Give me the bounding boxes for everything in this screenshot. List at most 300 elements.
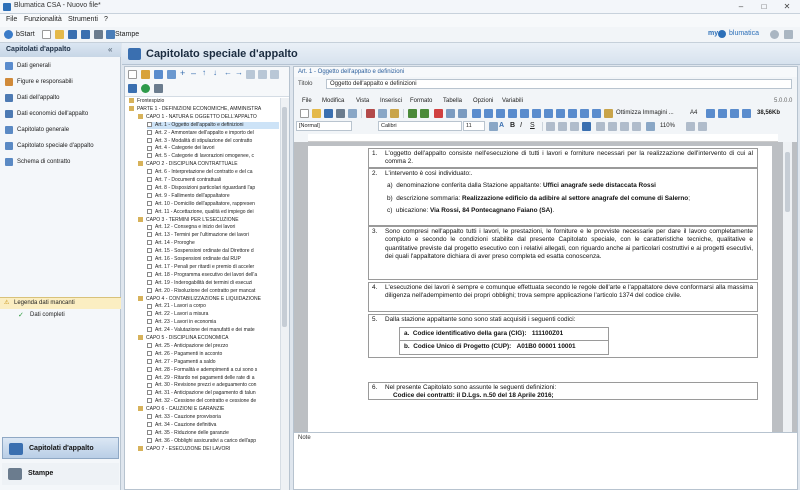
nav-item-label: Figure e responsabili: [17, 79, 73, 85]
tree-article-item[interactable]: [147, 264, 279, 271]
tree-scrollbar-thumb[interactable]: [282, 107, 287, 327]
document-scrollbar[interactable]: [783, 142, 792, 467]
tree-item-label: Art. 16 - Sospensioni ordinate dal RUP: [155, 256, 241, 262]
article-icon: [147, 438, 152, 443]
tree-item-label: Art. 17 - Penali per ritardi e premio di acceler: [155, 263, 255, 270]
font-select[interactable]: Calibri: [378, 121, 462, 131]
redo-icon[interactable]: [420, 109, 429, 118]
tree-item-label: Art. 14 - Proroghe: [155, 240, 195, 247]
copy-doc-icon[interactable]: [378, 109, 387, 118]
article-icon: [147, 383, 152, 388]
tree-article-item[interactable]: [147, 145, 279, 152]
print-icon[interactable]: [94, 30, 103, 39]
paragraph-number: 6.: [372, 384, 378, 391]
page-header: [122, 43, 800, 65]
paragraph-number: 4.: [372, 284, 378, 291]
article-icon: [147, 232, 152, 237]
capitolati-icon: [9, 443, 23, 455]
tree-item-label: Art. 21 - Lavori a corpo: [155, 303, 206, 310]
list-label: descrizione sommaria:: [396, 194, 462, 202]
tree-article-item[interactable]: [147, 311, 279, 318]
move-icon[interactable]: [167, 70, 176, 79]
refresh-icon[interactable]: [141, 84, 150, 93]
nav-capitolati-button[interactable]: [2, 437, 119, 459]
list-label: ubicazione:: [395, 207, 430, 215]
article-icon: [147, 209, 152, 214]
nav-stampe-button[interactable]: [2, 463, 119, 485]
stampe-menu[interactable]: Stampe: [115, 31, 140, 38]
code-row-cig: [400, 328, 608, 341]
optimize-images-button[interactable]: Ottimizza Immagini ...: [616, 110, 674, 116]
editor-toolbar-2: [294, 120, 797, 133]
book-icon: [5, 126, 13, 134]
brand-logo-icon: [718, 30, 726, 38]
search-icon[interactable]: [154, 70, 163, 79]
size-icon[interactable]: [742, 109, 751, 118]
indent-right-icon[interactable]: →: [235, 68, 243, 77]
article-icon: [147, 130, 152, 135]
new-file-icon[interactable]: [42, 30, 51, 39]
dati-generali-icon: [5, 62, 13, 70]
editor-menu-inserisci[interactable]: Inserisci: [380, 98, 403, 104]
replace-icon[interactable]: [458, 109, 467, 118]
tree-item-label: Art. 23 - Lavori in economia: [155, 319, 217, 326]
page-break-icon[interactable]: [544, 109, 553, 118]
tree-article-item[interactable]: [147, 359, 279, 366]
app-icon: [3, 3, 11, 11]
nav-item-label: Schema di contratto: [17, 159, 71, 165]
nav-item-dati-generali[interactable]: [0, 58, 121, 74]
folder-icon: [129, 106, 134, 111]
tree-item-label: Art. 5 - Categorie di lavorazioni omogenee, c: [155, 153, 254, 160]
nav-item-label: Dati generali: [17, 63, 51, 69]
menu-strumenti[interactable]: Strumenti: [68, 16, 98, 23]
article-icon: [147, 248, 152, 253]
open-doc-icon[interactable]: [312, 109, 321, 118]
editor-menu-modifica[interactable]: Modifica: [322, 98, 345, 104]
paragraph-number: 2.: [372, 170, 378, 177]
paragraph-text: Dalla stazione appaltante sono sono stati acquisiti i seguenti codici:: [385, 316, 576, 323]
people-icon: [5, 78, 13, 86]
nav-item-label: Dati dell'appalto: [17, 95, 60, 101]
nav-item-capitolato-generale[interactable]: [0, 122, 121, 138]
tree-item-label: Art. 20 - Risoluzione del contratto per mancat: [155, 287, 256, 294]
tree-article-item[interactable]: [147, 327, 279, 334]
tree-chapter-item[interactable]: [138, 335, 279, 342]
table-icon[interactable]: [472, 109, 481, 118]
menu-help[interactable]: ?: [104, 16, 108, 23]
tree-chapter-item[interactable]: [138, 446, 279, 453]
remove-icon[interactable]: –: [191, 68, 197, 78]
editor-menu-file[interactable]: File: [302, 98, 312, 104]
tree-item-label: CAPO 4 - CONTABILIZZAZIONE E LIQUIDAZIONE: [146, 295, 261, 302]
paragraph-6[interactable]: [368, 382, 758, 400]
tree-article-item[interactable]: [147, 288, 279, 295]
tree-item-label: Art. 28 - Formalità e adempimenti a cui sono s: [155, 366, 258, 373]
save-doc-icon[interactable]: [324, 109, 333, 118]
paragraph-2[interactable]: [368, 168, 758, 226]
orientation-icon[interactable]: [730, 109, 739, 118]
list-value: Via Rossi, 84 Pontecagnano Faiano (SA): [430, 207, 553, 215]
editor-menu-vista[interactable]: Vista: [356, 98, 370, 104]
maximize-icon[interactable]: □: [761, 2, 767, 11]
warning-icon: ⚠: [4, 300, 10, 306]
paragraph-text: Nel presente Capitolato sono assunte le seguenti definizioni:: [385, 384, 557, 391]
justify-icon[interactable]: [582, 122, 591, 131]
shading-icon[interactable]: [580, 109, 589, 118]
tree-article-item[interactable]: [147, 169, 279, 176]
editor-menu-opzioni[interactable]: Opzioni: [473, 98, 494, 104]
tree-article-item[interactable]: [147, 367, 279, 374]
nav-item-label: Capitolato generale: [17, 127, 70, 133]
link-icon[interactable]: [496, 109, 505, 118]
folder-icon: [138, 296, 143, 301]
cut-icon[interactable]: [246, 70, 255, 79]
tree-article-item[interactable]: [147, 209, 279, 216]
align-right-icon[interactable]: [570, 122, 579, 131]
paste-doc-icon[interactable]: [390, 109, 399, 118]
tree-item-label: Art. 18 - Programma esecutivo dei lavori dell'a: [155, 271, 258, 278]
page-size-select[interactable]: A4: [690, 110, 698, 116]
numbering-icon[interactable]: [596, 122, 605, 131]
code-row-cup: [400, 341, 608, 354]
brand-blumatica: blumatica: [729, 30, 759, 37]
left-panel-header: Capitolati d'appalto: [0, 43, 121, 57]
save-as-icon[interactable]: [81, 30, 90, 39]
tree-item-label: Art. 22 - Lavori a misura: [155, 311, 209, 318]
zoom-icon[interactable]: [646, 122, 655, 131]
close-icon[interactable]: ✕: [783, 2, 791, 11]
nav-item-schema-contratto[interactable]: [0, 154, 121, 170]
tree-item-label: Art. 30 - Revisione prezzi e adeguamento con: [155, 382, 257, 389]
article-icon: [147, 153, 152, 158]
add-icon[interactable]: +: [180, 68, 186, 78]
paragraph-text: L'oggetto dell'appalto consiste nell'esecuzione di tutti i lavori e forniture necessari per la realizzazione dell'intervento di cui al comma 2.: [385, 150, 753, 166]
undo-icon[interactable]: [408, 109, 417, 118]
article-icon: [147, 367, 152, 372]
tree-article-item[interactable]: [147, 303, 279, 310]
list-value: Realizzazione edificio da adibire al settore anagrafe del comune di Salerno: [461, 194, 689, 202]
tree-item-label: Art. 1 - Oggetto dell'appalto e definizioni: [155, 121, 244, 128]
tree-item-label: Art. 7 - Documenti contrattuali: [155, 177, 222, 183]
tree-item-label: CAPO 3 - TERMINI PER L'ESECUZIONE: [146, 216, 239, 223]
new-doc-icon[interactable]: [300, 109, 309, 118]
tree-article-item[interactable]: [147, 422, 279, 429]
grow-font-icon[interactable]: [489, 122, 498, 131]
folder-icon: [138, 446, 143, 451]
article-icon: [147, 146, 152, 151]
tree-article-item[interactable]: [147, 390, 279, 397]
header-footer-icon[interactable]: [532, 109, 541, 118]
find-icon[interactable]: [446, 109, 455, 118]
edit-node-icon[interactable]: [141, 70, 150, 79]
printer-icon: [8, 468, 22, 480]
cut-doc-icon[interactable]: [366, 109, 375, 118]
main-toolbar: [0, 27, 800, 43]
nav-item-capitolato-speciale[interactable]: [0, 138, 121, 154]
tree-article-item[interactable]: [147, 256, 279, 263]
article-icon: [147, 122, 152, 127]
tree-article-item[interactable]: [147, 398, 279, 405]
list-end: ;: [688, 194, 690, 202]
tree-item-label: Art. 26 - Pagamenti in acconto: [155, 350, 223, 357]
show-marks-icon[interactable]: [698, 122, 707, 131]
editor-menu-variabili[interactable]: Variabili: [502, 98, 523, 104]
bold-icon[interactable]: B: [510, 122, 516, 129]
tree-item-label: Art. 34 - Cauzione definitiva: [155, 421, 217, 428]
tree-item-label: Art. 12 - Consegna e inizio dei lavori: [155, 224, 236, 231]
tree-chapter-item[interactable]: [138, 161, 279, 168]
list-prefix: b): [387, 194, 393, 202]
article-icon: [147, 414, 152, 419]
collapse-icon[interactable]: «: [108, 45, 113, 54]
capitolato-icon: [128, 48, 141, 60]
article-icon: [147, 272, 152, 277]
tree-article-item[interactable]: [147, 382, 279, 389]
tree-item-label: Art. 27 - Pagamenti a saldo: [155, 358, 216, 365]
article-icon: [147, 169, 152, 174]
article-tree-panel: [124, 66, 290, 490]
paragraph-number: 5.: [372, 316, 378, 323]
tree-article-item[interactable]: [147, 343, 279, 350]
article-icon: [147, 177, 152, 182]
document-page[interactable]: [308, 146, 772, 467]
tree-article-item[interactable]: [147, 185, 279, 192]
tree-item-label: Art. 8 - Disposizioni particolari riguardanti l'ap: [155, 184, 256, 191]
tree-item-label: Art. 25 - Anticipazione del prezzo: [155, 342, 229, 349]
tree-chapter-item[interactable]: [138, 296, 279, 303]
paragraph-3[interactable]: [368, 226, 758, 280]
folder-icon: [138, 406, 143, 411]
article-icon: [147, 264, 152, 269]
margins-icon[interactable]: [718, 109, 727, 118]
document-scrollbar-thumb[interactable]: [785, 152, 790, 212]
paragraph-4[interactable]: [368, 282, 758, 312]
save-icon[interactable]: [68, 30, 77, 39]
article-icon: [147, 311, 152, 316]
tree-article-item[interactable]: [147, 248, 279, 255]
tree-article-item[interactable]: [147, 193, 279, 200]
list-prefix: c): [387, 207, 393, 215]
tree-article-item[interactable]: [147, 438, 279, 445]
paragraph-5[interactable]: [368, 314, 758, 358]
contract-icon: [5, 158, 13, 166]
bullets-icon[interactable]: [592, 109, 601, 118]
tree-item-label: Art. 13 - Termini per l'ultimazione dei lavori: [155, 232, 249, 239]
tree-item-label: Art. 36 - Obblighi assicurativi a carico dell'app: [155, 437, 257, 444]
tree-item-label: Art. 15 - Sospensioni ordinate dal Direttore d: [155, 248, 254, 255]
list-end: .: [552, 207, 555, 215]
align-center-icon[interactable]: [558, 122, 567, 131]
tree-item-label: Art. 10 - Domicilio dell'appaltatore, rappresen: [155, 200, 255, 207]
article-icon: [147, 398, 152, 403]
image-icon[interactable]: [484, 109, 493, 118]
list-value: Uffici anagrafe sede distaccata Rossi: [542, 182, 656, 190]
tree-item-label: Frontespizio: [137, 98, 165, 104]
minimize-icon[interactable]: –: [738, 2, 744, 11]
tree-item-label: Art. 24 - Valutazione dei manufatti e dei mate: [155, 327, 255, 334]
article-title: Art. 1 - Oggetto dell'appalto e definizioni: [294, 67, 797, 77]
nav-capitolati-label: Capitolati d'appalto: [29, 445, 94, 452]
list-item-c: [373, 207, 753, 215]
symbol-icon[interactable]: [508, 109, 517, 118]
tree-chapter-item[interactable]: [138, 406, 279, 413]
code-prefix: b.: [404, 343, 410, 350]
tree-item-label: CAPO 5 - DISCIPLINA ECONOMICA: [146, 335, 229, 341]
decrease-indent-icon[interactable]: [620, 122, 629, 131]
menu-funzionalita[interactable]: Funzionalità: [24, 16, 62, 23]
tree-article-item[interactable]: [147, 138, 279, 145]
article-icon: [147, 138, 152, 143]
money-icon: [5, 110, 13, 118]
article-icon: [147, 351, 152, 356]
code-value: A01B0 00001 10001: [516, 343, 576, 350]
border-icon[interactable]: [568, 109, 577, 118]
code-value: 111100Z01: [531, 330, 564, 337]
article-icon: [147, 185, 152, 190]
paragraph-1[interactable]: [368, 148, 758, 168]
brand-my: my: [708, 30, 719, 37]
note-label: Note: [298, 435, 311, 441]
tree-article-item[interactable]: [147, 351, 279, 358]
tree-item-label: Art. 6 - Interpretazione del contratto e del ca: [155, 169, 253, 176]
tree-article-item[interactable]: [147, 272, 279, 279]
save-tree-icon[interactable]: [128, 84, 137, 93]
tree-article-item[interactable]: [147, 224, 279, 231]
article-tree: [125, 98, 279, 488]
title-input[interactable]: Oggetto dell'appalto e definizioni: [326, 79, 792, 89]
tree-article-item[interactable]: [147, 201, 279, 208]
tree-article-item[interactable]: [147, 232, 279, 239]
paragraph-number: 1.: [372, 150, 378, 157]
new-node-icon[interactable]: [128, 70, 137, 79]
tree-article-item[interactable]: [147, 240, 279, 247]
tree-part-item[interactable]: [129, 106, 279, 113]
folder-icon: [129, 98, 134, 103]
tree-article-item[interactable]: [147, 122, 279, 129]
copy-icon[interactable]: [258, 70, 267, 79]
open-folder-icon[interactable]: [55, 30, 64, 39]
tree-article-item[interactable]: [147, 153, 279, 160]
tree-chapter-item[interactable]: [138, 217, 279, 224]
editor-menu-formato[interactable]: Formato: [410, 98, 433, 104]
bullet-list-icon[interactable]: [608, 122, 617, 131]
nav-item-figure-responsabili[interactable]: [0, 74, 121, 90]
paragraph-text: L'intervento è così individuato:.: [385, 170, 473, 177]
code-label: Codice identificativo della gara (CIG):: [412, 330, 527, 337]
tree-article-item[interactable]: [147, 280, 279, 287]
align-left-icon[interactable]: [546, 122, 555, 131]
nav-item-label: Capitolato speciale d'appalto: [17, 143, 94, 149]
nav-stampe-label: Stampe: [28, 470, 54, 477]
font-size-select[interactable]: 11: [463, 121, 485, 131]
nav-item-dati-economici[interactable]: [0, 106, 121, 122]
tree-article-item[interactable]: [147, 130, 279, 137]
zoom-select[interactable]: 110%: [660, 123, 675, 129]
ruler[interactable]: [308, 134, 778, 142]
tree-item-label: Art. 4 - Categorie dei lavori: [155, 145, 215, 152]
article-icon: [147, 359, 152, 364]
columns-icon[interactable]: [556, 109, 565, 118]
settings-icon[interactable]: [784, 30, 793, 39]
preview-icon[interactable]: [348, 109, 357, 118]
folder-icon: [138, 161, 143, 166]
stampe-icon: [106, 30, 115, 39]
left-navigation-panel: [0, 43, 121, 490]
style-select[interactable]: [Normal]: [296, 121, 352, 131]
legend-item-label: Dati completi: [30, 312, 65, 318]
tree-article-item[interactable]: [147, 319, 279, 326]
tree-chapter-item[interactable]: [138, 114, 279, 121]
tree-item-label: CAPO 2 - DISCIPLINA CONTRATTUALE: [146, 161, 238, 168]
editor-menu-bar: [294, 96, 797, 107]
tree-item-label: Art. 3 - Modalità di stipulazione del contratto: [155, 137, 253, 144]
menu-bar: [0, 14, 800, 27]
spell-icon[interactable]: [434, 109, 443, 118]
layout-icon[interactable]: [706, 109, 715, 118]
list-item-b: [373, 195, 753, 203]
article-icon: [147, 256, 152, 261]
article-icon: [147, 225, 152, 230]
folder-icon: [138, 114, 143, 119]
print-tree-icon[interactable]: [154, 84, 163, 93]
paragraph-icon[interactable]: [686, 122, 695, 131]
tree-item-label: Art. 11 - Accettazione, qualità ed impiego dei: [155, 208, 254, 215]
menu-file[interactable]: File: [6, 16, 18, 23]
increase-indent-icon[interactable]: [632, 122, 641, 131]
tree-article-item[interactable]: [147, 177, 279, 184]
title-label: Titolo: [298, 81, 313, 87]
article-icon: [147, 422, 152, 427]
nav-item-dati-appalto[interactable]: [0, 90, 121, 106]
page-title: Capitolato speciale d'appalto: [146, 48, 298, 60]
indent-left-icon[interactable]: ←: [224, 68, 232, 77]
article-icon: [147, 280, 152, 285]
tree-part-item[interactable]: [129, 98, 279, 105]
tree-item-label: CAPO 1 - NATURA E OGGETTO DELL'APPALTO: [146, 113, 257, 120]
editor-menu-tabella[interactable]: Tabella: [443, 98, 463, 104]
note-panel[interactable]: [293, 432, 798, 490]
tree-item-label: Art. 35 - Riduzione delle garanzie: [155, 429, 229, 436]
article-icon: [147, 390, 152, 395]
italic-icon[interactable]: I: [520, 122, 522, 129]
start-icon[interactable]: [4, 30, 13, 39]
move-down-icon[interactable]: ↓: [213, 68, 217, 77]
title-bar: [0, 0, 800, 14]
document-icon: [5, 94, 13, 102]
move-up-icon[interactable]: ↑: [202, 68, 206, 77]
account-icon[interactable]: [770, 30, 779, 39]
field-icon[interactable]: [520, 109, 529, 118]
tree-item-label: Art. 9 - Fallimento dell'appaltatore: [155, 192, 230, 199]
paste-icon[interactable]: [270, 70, 279, 79]
tree-article-item[interactable]: [147, 414, 279, 421]
tree-item-label: Art. 33 - Cauzione provvisoria: [155, 414, 221, 420]
tree-item-label: Art. 29 - Ritardo nei pagamenti delle rate di a: [155, 374, 255, 381]
tree-article-item[interactable]: [147, 430, 279, 437]
print-doc-icon[interactable]: [336, 109, 345, 118]
editor-panel: [293, 66, 798, 490]
legend-item: [0, 310, 121, 322]
font-color-icon[interactable]: A: [499, 122, 505, 129]
tree-item-label: Art. 19 - Inderogabilità dei termini di esecuzi: [155, 279, 253, 286]
tree-article-item[interactable]: [147, 375, 279, 382]
start-button[interactable]: bStart: [16, 31, 35, 38]
paragraph-number: 3.: [372, 228, 378, 235]
list-item-a: [373, 182, 753, 190]
underline-icon[interactable]: S: [530, 122, 535, 129]
window-title: Blumatica CSA - Nuovo file*: [14, 2, 101, 9]
